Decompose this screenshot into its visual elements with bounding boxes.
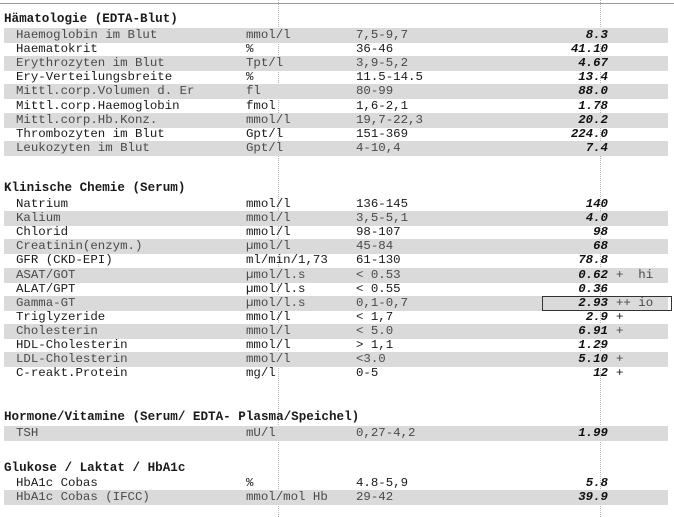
test-name: Leukozyten im Blut	[16, 140, 150, 155]
reference-range: 4-10,4	[356, 140, 401, 155]
test-name: C-reakt.Protein	[16, 366, 128, 381]
test-name: Ery-Verteilungsbreite	[16, 70, 173, 85]
result-value: 41.10	[570, 42, 608, 57]
test-name: HbA1c Cobas (IFCC)	[16, 490, 150, 505]
reference-range: 45-84	[356, 239, 394, 254]
unit-cell: Tpt/l	[246, 56, 284, 71]
unit-cell: %	[246, 70, 254, 85]
unit-cell: ml/min/1,73	[246, 253, 328, 268]
table-row	[4, 225, 668, 240]
table-row	[4, 352, 668, 367]
section-title: Hämatologie (EDTA-Blut)	[4, 12, 178, 26]
top-rule	[0, 0, 674, 4]
table-row	[4, 197, 668, 212]
table-row	[4, 268, 668, 283]
unit-cell: %	[246, 42, 254, 57]
reference-range: < 0.55	[356, 281, 401, 296]
result-value: 88.0	[578, 84, 608, 99]
reference-range: 0,1-0,7	[356, 295, 409, 310]
result-value: 2.9	[585, 309, 608, 324]
unit-cell: %	[246, 476, 254, 490]
result-value: 7.4	[585, 140, 608, 155]
result-value: 68	[593, 239, 608, 254]
test-name: Haematokrit	[16, 42, 98, 57]
test-name: Gamma-GT	[16, 295, 76, 310]
highlight-box	[542, 296, 672, 311]
table-row	[4, 70, 668, 85]
table-row	[4, 113, 668, 128]
result-value: 5.10	[578, 352, 608, 367]
test-name: GFR (CKD-EPI)	[16, 253, 113, 268]
table-row	[4, 324, 668, 339]
unit-cell: Gpt/l	[246, 140, 284, 155]
table-row	[4, 338, 668, 353]
result-value: 4.67	[578, 56, 608, 71]
reference-range: <3.0	[356, 352, 386, 367]
result-value: 12	[593, 366, 608, 381]
test-name: HDL-Cholesterin	[16, 338, 128, 352]
unit-cell: mmol/l	[246, 211, 291, 226]
table-row	[4, 282, 668, 297]
reference-range: 19,7-22,3	[356, 112, 423, 127]
reference-range: 7,5-9,7	[356, 28, 409, 42]
unit-cell: mmol/l	[246, 323, 291, 338]
table-row	[4, 28, 668, 43]
reference-range: 0-5	[356, 366, 379, 381]
unit-cell: mmol/l	[246, 197, 291, 211]
reference-range: < 5.0	[356, 323, 394, 338]
test-name: Mittl.corp.Haemoglobin	[16, 98, 180, 113]
table-row	[4, 426, 668, 441]
flag-indicator: +	[616, 323, 624, 338]
test-name: Erythrozyten im Blut	[16, 56, 165, 71]
result-value: 1.29	[578, 338, 608, 352]
table-row	[4, 56, 668, 71]
reference-range: 3,5-5,1	[356, 211, 409, 226]
reference-range: 3,9-5,2	[356, 56, 409, 71]
table-row	[4, 296, 668, 311]
reference-range: 80-99	[356, 84, 394, 99]
reference-range: 151-369	[356, 126, 409, 141]
test-name: Kalium	[16, 211, 61, 226]
section-title: Klinische Chemie (Serum)	[4, 181, 186, 195]
unit-cell: mmol/l	[246, 309, 291, 324]
result-value: 5.8	[585, 476, 608, 490]
result-value: 78.8	[578, 253, 608, 268]
test-name: HbA1c Cobas	[16, 476, 98, 490]
flag-indicator: +	[616, 352, 624, 367]
test-name: Thrombozyten im Blut	[16, 126, 165, 141]
result-value: 1.99	[578, 426, 608, 440]
unit-cell: µmol/l.s	[246, 295, 306, 310]
reference-range: < 0.53	[356, 267, 401, 282]
table-row	[4, 211, 668, 226]
section-title: Hormone/Vitamine (Serum/ EDTA- Plasma/Speichel)	[4, 410, 360, 424]
flag-indicator: ++ io	[616, 295, 654, 310]
unit-cell: mmol/l	[246, 112, 291, 127]
table-row	[4, 253, 668, 268]
reference-range: 36-46	[356, 42, 394, 57]
flag-indicator: +	[616, 309, 624, 324]
result-value: 8.3	[585, 28, 608, 42]
result-value: 0.62	[578, 267, 608, 282]
unit-cell: mmol/l	[246, 338, 291, 352]
table-row	[4, 84, 668, 99]
unit-cell: mmol/l	[246, 352, 291, 367]
test-name: ALAT/GPT	[16, 281, 76, 296]
table-row	[4, 99, 668, 114]
reference-range: < 1,7	[356, 309, 394, 324]
result-value: 20.2	[578, 112, 608, 127]
table-row	[4, 366, 668, 381]
table-row	[4, 476, 668, 491]
table-row	[4, 490, 668, 505]
unit-cell: mg/l	[246, 366, 276, 381]
table-row	[4, 310, 668, 325]
test-name: LDL-Cholesterin	[16, 352, 128, 367]
flag-indicator: + hi	[616, 267, 654, 282]
table-row	[4, 141, 668, 156]
unit-cell: mmol/l	[246, 225, 291, 240]
result-value: 0.36	[578, 281, 608, 296]
result-value: 224.0	[570, 126, 608, 141]
test-name: Haemoglobin im Blut	[16, 28, 158, 42]
test-name: ASAT/GOT	[16, 267, 76, 282]
test-name: TSH	[16, 426, 39, 440]
unit-cell: µmol/l	[246, 239, 291, 254]
result-value: 4.0	[585, 211, 608, 226]
result-value: 39.9	[578, 490, 608, 505]
reference-range: 136-145	[356, 197, 409, 211]
unit-cell: µmol/l.s	[246, 267, 306, 282]
result-value: 2.93	[578, 295, 608, 310]
test-name: Triglyzeride	[16, 309, 106, 324]
test-name: Creatinin(enzym.)	[16, 239, 143, 254]
reference-range: 98-107	[356, 225, 401, 240]
reference-range: 1,6-2,1	[356, 98, 409, 113]
test-name: Natrium	[16, 197, 69, 211]
test-name: Chlorid	[16, 225, 69, 240]
test-name: Mittl.corp.Hb.Konz.	[16, 112, 158, 127]
table-row	[4, 239, 668, 254]
unit-cell: mmol/mol Hb	[246, 490, 328, 505]
table-row	[4, 127, 668, 142]
unit-cell: Gpt/l	[246, 126, 284, 141]
result-value: 1.78	[578, 98, 608, 113]
table-row	[4, 42, 668, 57]
unit-cell: fl	[246, 84, 261, 99]
result-value: 6.91	[578, 323, 608, 338]
test-name: Cholesterin	[16, 323, 98, 338]
test-name: Mittl.corp.Volumen d. Er	[16, 84, 195, 99]
reference-range: 4.8-5,9	[356, 476, 409, 490]
unit-cell: mmol/l	[246, 28, 291, 42]
unit-cell: µmol/l.s	[246, 281, 306, 296]
reference-range: 61-130	[356, 253, 401, 268]
result-value: 140	[585, 197, 608, 211]
reference-range: 11.5-14.5	[356, 70, 423, 85]
section-title: Glukose / Laktat / HbA1c	[4, 461, 186, 475]
unit-cell: mU/l	[246, 426, 276, 440]
result-value: 13.4	[578, 70, 608, 85]
unit-cell: fmol	[246, 98, 276, 113]
flag-indicator: +	[616, 366, 624, 381]
reference-range: 29-42	[356, 490, 394, 505]
reference-range: 0,27-4,2	[356, 426, 416, 440]
reference-range: > 1,1	[356, 338, 394, 352]
result-value: 98	[593, 225, 608, 240]
